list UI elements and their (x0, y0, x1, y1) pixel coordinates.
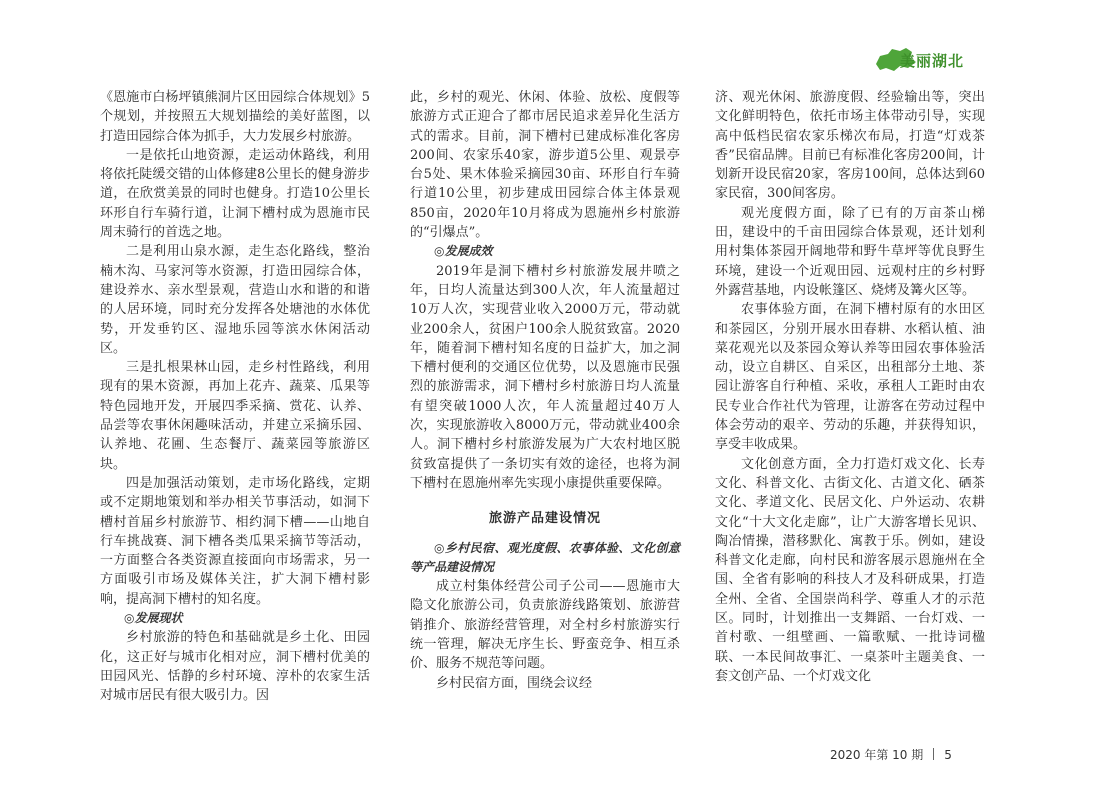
issue-label: 2020 年第 10 期 (830, 748, 924, 762)
paragraph: 2019年是洞下槽村乡村旅游发展井喷之年，日均人流量达到300人次，年人流量超过10万人次，实现营业收入2000万元，带动就业200余人，贫困户100余人脱贫致富。2020年，随着洞下槽村知名度的日益扩大，加之洞下槽村便利的交通区位优势，以及恩施市民强烈的旅游需求，洞下槽村乡村旅游日均人流量有望突破1000人次，年人流量超过40万人次，实现旅游收入8000万元，带动就业400余人。洞下槽村乡村旅游发展为广大农村地区脱贫致富提供了一条切实有效的途径，也将为洞下槽村在恩施州率先实现小康提供重要保障。 (410, 263, 680, 491)
paragraph: 一是依托山地资源，走运动休路线，利用将依托陡缓交错的山体修建8公里长的健身游步道，在欣赏美景的同时也健身。打造10公里长环形自行车骑行道，让洞下槽村成为恩施市民周末骑行的首选之地。 (100, 147, 370, 241)
paragraph: 乡村旅游的特色和基础就是乡土化、田园化，这正好与城市化相对应，洞下槽村优美的田园风光、恬静的乡村环境、淳朴的农家生活对城市居民有很大吸引力。因 (100, 630, 370, 704)
paragraph: 观光度假方面，除了已有的万亩茶山梯田，建设中的千亩田园综合体景观，还计划利用村集体茶园开阔地带和野牛草坪等优良野生环境，建设一个近观田园、远观村庄的乡村野外露营基地，内设帐篷区、烧烤及篝火区等。 (715, 205, 985, 298)
paragraph: 成立村集体经营公司子公司——恩施市大隐文化旅游公司，负责旅游线路策划、旅游营销推介、旅游经营管理，对全村乡村旅游实行统一管理，解决无序生长、野蛮竞争、相互杀价、服务不规范等问题。 (410, 579, 680, 672)
paragraph: 二是利用山泉水源，走生态化路线，整治楠木沟、马家河等水资源，打造田园综合体，建设养水、亲水型景观，营造山水和谐的和谐的人居环境，同时充分发挥各处塘池的水体优势，开发垂钓区、湿地乐园等滨水休闲活动区。 (100, 244, 370, 356)
brand-header (870, 44, 990, 76)
subsection-heading: ◎发展成效 (434, 244, 493, 259)
paragraph: 三是扎根果林山园，走乡村性路线，利用现有的果木资源，再加上花卉、蔬菜、瓜果等特色园地开发，开展四季采摘、赏花、认养、品尝等农事休闲趣味活动，并建立采摘乐园、认养地、花圃、生态餐厅、蔬菜园等旅游区块。 (100, 360, 370, 472)
paragraph: 文化创意方面，全力打造灯戏文化、长寿文化、科普文化、古街文化、古道文化、硒茶文化、孝道文化、民居文化、户外运动、农耕文化“十大文化走廊”，让广大游客增长见识、陶冶情操，潜移默化、寓教于乐。例如，建设科普文化走廊，向村民和游客展示恩施州在全国、全省有影响的科技人才及科研成果，打造全州、全省、全国崇尚科学、尊重人才的示范区。同时，计划推出一支舞蹈、一台灯戏、一首村歌、一组壁画、一篇歌赋、一批诗词楹联、一本民间故事汇、一桌茶叶主题美食、一套文创产品、一个灯戏文化 (715, 456, 985, 684)
paragraph: 《恩施市白杨坪镇熊洞片区田园综合体规划》5个规划，并按照五大规划描绘的美好蓝图，以打造田园综合体为抓手，大力发展乡村旅游。 (100, 90, 370, 144)
paragraph: 农事体验方面，在洞下槽村原有的水田区和茶园区，分别开展水田春耕、水稻认植、油菜花观光以及茶园众筹认养等田园农事体验活动，设立自耕区、自采区，出租部分土地、茶园让游客自行种植、采收，承租人工距时由农民专业合作社代为管理，让游客在劳动过程中体会劳动的艰辛、劳动的乐趣，并获得知识，享受丰收成果。 (715, 302, 985, 453)
subsection-heading: ◎发展现状 (124, 611, 183, 626)
section-title: 旅游产品建设情况 (488, 511, 601, 527)
footer-divider (933, 748, 934, 760)
subsection-heading: ◎乡村民宿、观光度假、农事体验、文化创意等产品建设情况 (410, 540, 680, 574)
article-column-1 (100, 88, 370, 706)
paragraph: 济、观光休闲、旅游度假、经验输出等，突出文化鲜明特色，依托市场主体带动引导，实现高中低档民宿农家乐梯次布局，打造“灯戏茶香”民宿品牌。目前已有标准化客房200间，计划新开设民宿20家，客房100间，总体达到60家民宿，300间客房。 (715, 90, 985, 202)
paragraph: 此，乡村的观光、休闲、体验、放松、度假等旅游方式正迎合了都市居民追求差异化生活方式的需求。目前，洞下槽村已建成标准化客房200间、农家乐40家，游步道5公里、观景亭台5处、果木体验采摘园30亩、环形自行车骑行道10公里，初步建成田园综合体主体景观850亩，2020年10月将成为恩施州乡村旅游的“引爆点”。 (410, 90, 680, 241)
page-number: 5 (944, 748, 952, 762)
paragraph: 四是加强活动策划，走市场化路线，定期或不定期地策划和举办相关节事活动，如洞下槽村首届乡村旅游节、相约洞下槽——山地自行车挑战赛、洞下槽各类瓜果采摘节等活动，一方面整合各类资源直接面向市场需求，另一方面吸引市场及媒体关注，扩大洞下槽村影响，提高洞下槽村的知名度。 (100, 475, 370, 607)
page-footer (830, 746, 952, 763)
paragraph: 乡村民宿方面，围绕会议经 (436, 675, 593, 691)
brand-title: 美丽湖北 (900, 52, 965, 70)
article-column-3 (715, 88, 985, 686)
article-column-2 (410, 88, 680, 693)
